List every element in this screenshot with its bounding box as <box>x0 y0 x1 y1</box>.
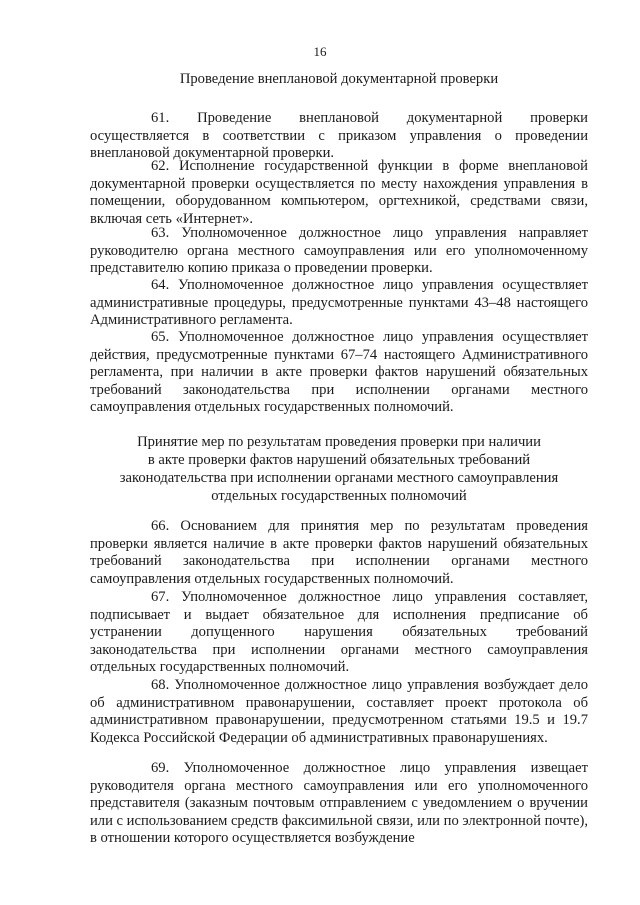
paragraph-67: 67. Уполномоченное должностное лицо управления составляет, подписывает и выдает обязательное для исполнения предписание об устранении допущенного нарушения обязательных требований законодательства при исполнении органами местного самоуправления отдельных государственных полномочий. <box>90 589 588 676</box>
paragraph-63: 63. Уполномоченное должностное лицо управления направляет руководителю органа местного самоуправления или его уполномоченному представителю копию приказа о проведении проверки. <box>90 225 588 277</box>
section-title-line: законодательства при исполнении органами местного самоуправления <box>119 470 559 486</box>
section-title-unscheduled-audit: Проведение внеплановой документарной проверки <box>179 71 499 87</box>
paragraph-66: 66. Основанием для принятия мер по результатам проведения проверки является наличие в акте проверки фактов нарушений обязательных требований законодательства при исполнении органами местного самоуправления отдельных государственных полномочий. <box>90 518 588 587</box>
page-number: 16 <box>313 44 327 59</box>
paragraph-61: 61. Проведение внеплановой документарной проверки осуществляется в соответствии с приказом управления о проведении внеплановой документарной проверки. <box>90 110 588 162</box>
section-title-line: в акте проверки фактов нарушений обязательных требований <box>147 452 531 468</box>
paragraph-68: 68. Уполномоченное должностное лицо управления возбуждает дело об административном правонарушении, составляет проект протокола об административном правонарушении, предусмотренном статьями 19.5 и 19.7 Кодекса Российской Федерации об административных правонарушениях. <box>90 677 588 746</box>
section-title-line: отдельных государственных полномочий <box>211 488 467 504</box>
paragraph-65: 65. Уполномоченное должностное лицо управления осуществляет действия, предусмотренные пунктами 67–74 настоящего Административного регламента, при наличии в акте проверки фактов нарушений обязательных требований законодательства при исполнении органами местного самоуправления отдельных государственных полномочий. <box>90 329 588 416</box>
section-title-line: Принятие мер по результатам проведения проверки при наличии <box>137 434 541 450</box>
paragraph-64: 64. Уполномоченное должностное лицо управления осуществляет административные процедуры, предусмотренные пунктами 43–48 настоящего Административного регламента. <box>90 277 588 329</box>
paragraph-69: 69. Уполномоченное должностное лицо управления извещает руководителя органа местного самоуправления или его уполномоченного представителя (заказным почтовым отправлением с уведомлением о вручении или с использованием средств факсимильной связи, или по электронной почте), в отношении которого осуществляется возбуждение <box>90 760 589 847</box>
paragraph-62: 62. Исполнение государственной функции в форме внеплановой документарной проверки осуществляется по месту нахождения управления в помещении, оборудованном компьютером, оргтехникой, средствами связи, включая сеть «Интернет». <box>90 158 588 227</box>
section-title-measures <box>90 433 588 505</box>
